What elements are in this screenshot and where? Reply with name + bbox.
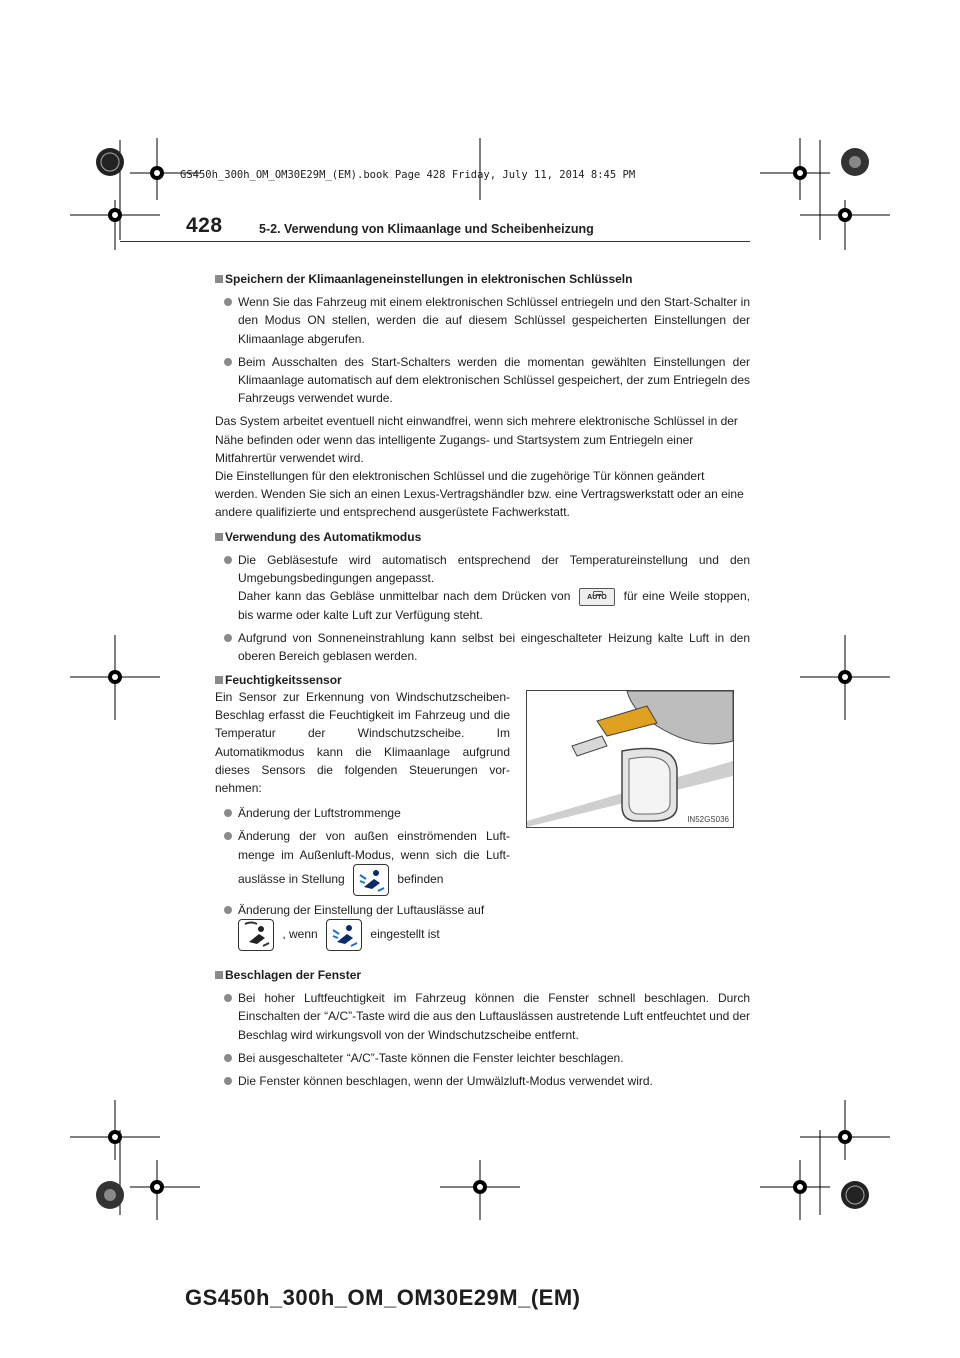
round-bullet-icon [224, 1054, 232, 1062]
section-heading-fogging: Beschlagen der Fenster [215, 966, 750, 984]
section-heading-storage: Speichern der Klimaanlageneinstellungen in elektronischen Schlüsseln [215, 270, 750, 288]
humidity-sensor-figure [526, 690, 734, 828]
list-item: Die Gebläsestufe wird automatisch entsprechend der Temperatureinstellung und den Umgebungsbedingungen angepasst. Daher kann das Gebläse unmittelbar nach dem Drücken von AUTO für eine Weile stoppen, bis warme oder kalte Luft zur Verfügung steht. [215, 551, 750, 624]
square-bullet-icon [215, 971, 223, 979]
vent-upper-feet-icon [326, 919, 362, 951]
list-item: Beim Ausschalten des Start-Schalters werden die momentan gewählten Einstellungen der Klimaanlage automatisch auf dem elektronischen Schlüssel gespeichert, der zum Entriegeln des Fahrzeugs verwendet wurde. [215, 353, 750, 408]
main-content [215, 270, 750, 694]
round-bullet-icon [224, 832, 232, 840]
round-bullet-icon [224, 906, 232, 914]
square-bullet-icon [215, 676, 223, 684]
list-item: Änderung der Luftstrommenge [215, 804, 510, 822]
round-bullet-icon [224, 634, 232, 642]
page-number: 428 [186, 214, 223, 237]
section-heading-auto-mode: Verwendung des Automatikmodus [215, 528, 750, 546]
paragraph: Das System arbeitet eventuell nicht einwandfrei, wenn sich mehrere elektronische Schlüssel in der Nähe befinden oder wenn das intelligente Zugangs- und Startsystem zum Entriegeln einer Mitfahrertür verwendet wird. Die Einstellungen für den elektronischen Schlüssel und die zugehörige Tür können geändert werden. Wenden Sie sich an einen Lexus-Vertragshändler bzw. eine Vertragswerkstatt oder an eine andere qualifizierte und entsprechend ausgerüstete Fachwerkstatt. [215, 414, 744, 520]
list-item: Aufgrund von Sonneneinstrahlung kann selbst bei eingeschalteter Heizung kalte Luft in den oberen Bereich geblasen werden. [215, 629, 750, 665]
square-bullet-icon [215, 533, 223, 541]
figure-code: IN52GS036 [687, 815, 729, 824]
section-heading-humidity-sensor: Feuchtigkeitssensor [215, 671, 750, 689]
vent-feet-defrost-icon [238, 919, 274, 951]
round-bullet-icon [224, 994, 232, 1002]
list-item: Die Fenster können beschlagen, wenn der Umwälzluft-Modus verwendet wird. [215, 1072, 750, 1090]
list-item: Bei hoher Luftfeuchtigkeit im Fahrzeug können die Fenster schnell beschlagen. Durch Einschalten der “A/C”-Taste wird die aus den Luftauslässen austretende Luft entfeuchtet und der Beschlag wird wirkungsvoll von der Windschutzscheibe entfernt. [215, 989, 750, 1044]
book-line: GS450h_300h_OM_OM30E29M_(EM).book Page 428 Friday, July 11, 2014 8:45 PM [180, 169, 636, 181]
round-bullet-icon [224, 1077, 232, 1085]
square-bullet-icon [215, 275, 223, 283]
round-bullet-icon [224, 809, 232, 817]
round-bullet-icon [224, 358, 232, 366]
list-item: Wenn Sie das Fahrzeug mit einem elektronischen Schlüssel entriegeln und den Start-Schalter in den Modus ON stellen, werden die auf diesem Schlüssel gespeicherten Einstellungen der Klimaanlage abgerufen. [215, 293, 750, 348]
humidity-sensor-text: Ein Sensor zur Erkennung von Windschutzscheiben-Beschlag erfasst die Feuchtigkeit im Fahrzeug und die Temperatur der Windschutzscheibe. Im Automatikmodus kann die Klimaanlage aufgrund dieses Sensors die folgenden Steuerungen vornehmen: Änderung der Luftstrommenge Änderung der von außen einströmenden Luftmenge im Außenluft-Modus, wenn sich die Luftauslässe in Stellung befinden Änderung der Einstellung der Luftauslässe auf , wenn eingestellt ist [215, 688, 510, 956]
list-item: Änderung der von außen einströmenden Luftmenge im Außenluft-Modus, wenn sich die Luftauslässe in Stellung befinden [215, 827, 510, 895]
round-bullet-icon [224, 556, 232, 564]
list-item: Bei ausgeschalteter “A/C”-Taste können die Fenster leichter beschlagen. [215, 1049, 750, 1067]
header-rule [120, 241, 750, 242]
round-bullet-icon [224, 298, 232, 306]
vent-upper-feet-icon [353, 864, 389, 896]
auto-button-icon: AUTO [579, 588, 615, 606]
chapter-title: 5-2. Verwendung von Klimaanlage und Scheibenheizung [259, 222, 594, 236]
list-item: Änderung der Einstellung der Luftauslässe auf , wenn eingestellt ist [215, 901, 510, 951]
footer-code: GS450h_300h_OM_OM30E29M_(EM) [185, 1285, 581, 1310]
fogging-section [215, 966, 750, 1095]
